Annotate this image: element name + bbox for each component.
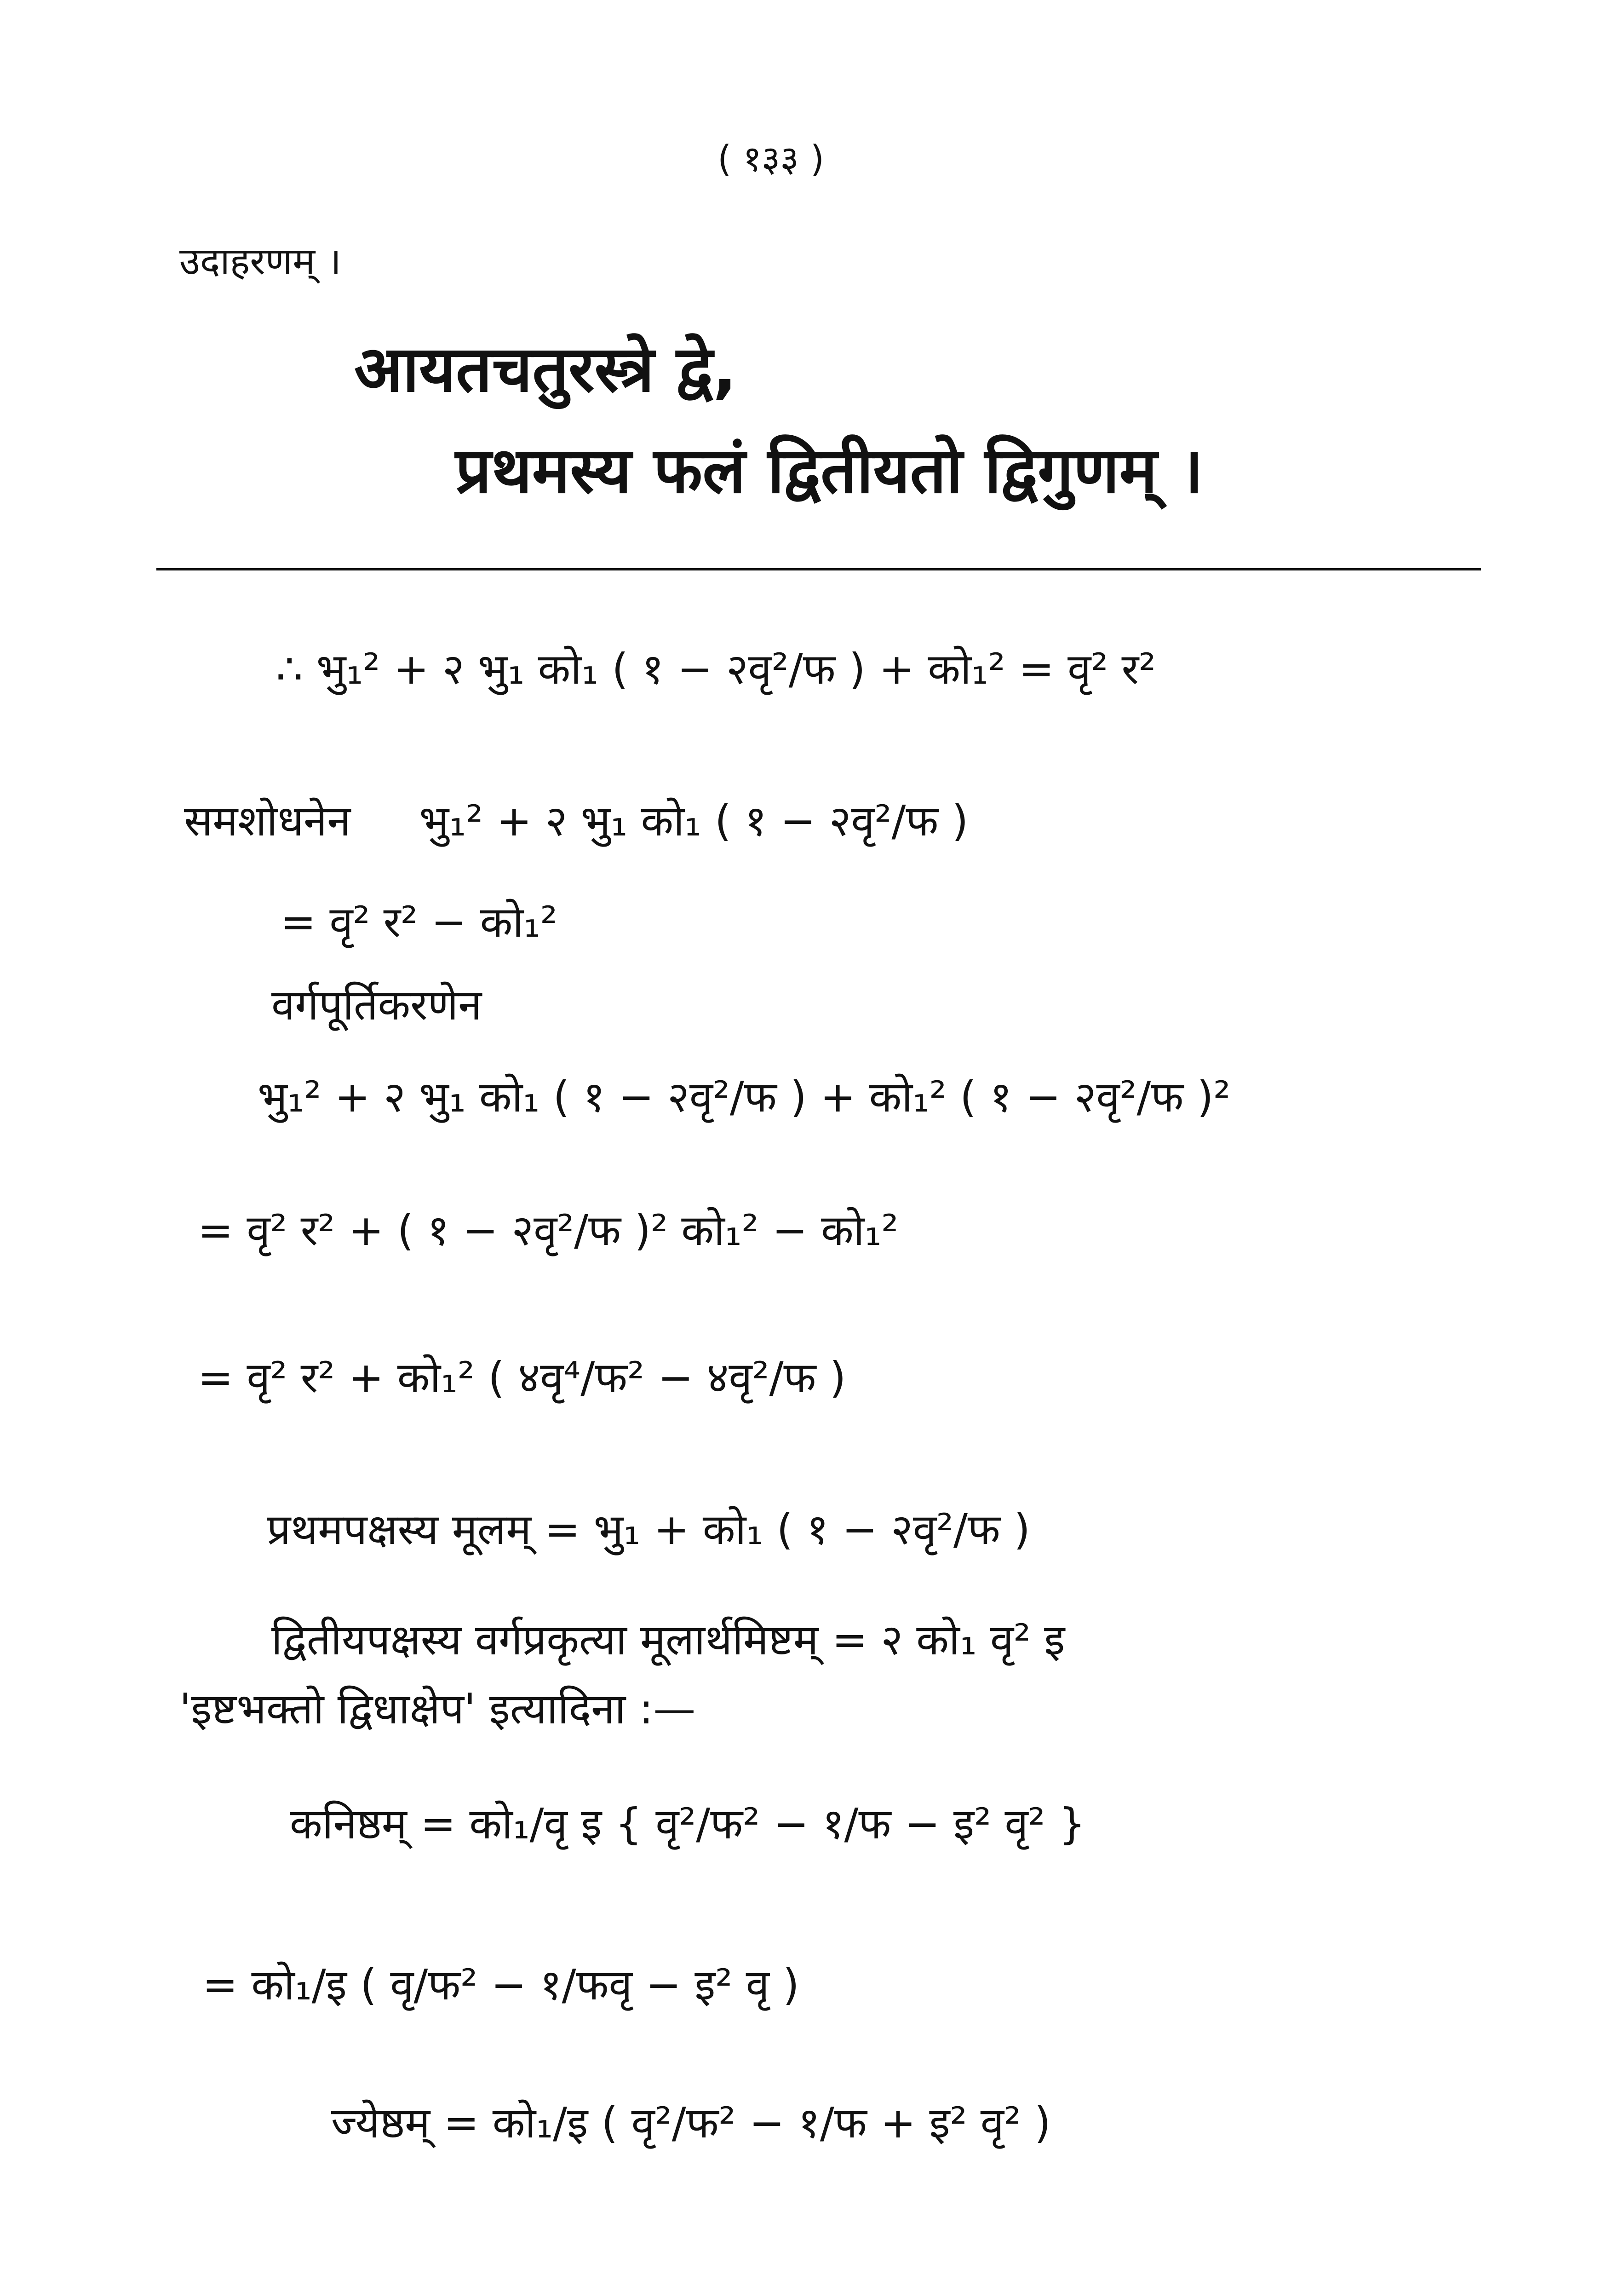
equation-line-5: भु₁² + २ भु₁ को₁ ( १ − २वृ²/फ ) + को₁² ( १ − २वृ²/फ )² (258, 1072, 1231, 1122)
horizontal-rule (156, 568, 1481, 570)
example-heading: उदाहरणम् । (179, 240, 342, 283)
step-label: समशोधनेन (184, 796, 351, 846)
equation-line-7: = वृ² र² + को₁² ( ४वृ⁴/फ² − ४वृ²/फ ) (198, 1353, 846, 1402)
equation-line-6: = वृ² र² + ( १ − २वृ²/फ )² को₁² − को₁² (198, 1206, 899, 1255)
equation-line-2-expression: भु₁² + २ भु₁ को₁ ( १ − २वृ²/फ ) (419, 796, 969, 846)
equation-line-1: ∴ भु₁² + २ भु₁ को₁ ( १ − २वृ²/फ ) + को₁² = वृ² र² (276, 645, 1156, 694)
equation-line-4: वर्गपूर्तिकरणेन (271, 980, 482, 1030)
equation-line-9: द्वितीयपक्षस्य वर्गप्रकृत्या मूलार्थमिष्टम् = २ को₁ वृ² इ (271, 1615, 1065, 1665)
equation-line-10: 'इष्टभक्तो द्विधाक्षेप' इत्यादिना :— (179, 1684, 696, 1734)
equation-line-8: प्रथमपक्षस्य मूलम् = भु₁ + को₁ ( १ − २वृ²/फ ) (267, 1505, 1030, 1554)
verse-line-1: आयतचतुरस्त्रे द्वे, (354, 332, 737, 406)
equation-line-2 (184, 796, 969, 847)
equation-line-12: = को₁/इ ( वृ/फ² − १/फवृ − इ² वृ ) (202, 1960, 799, 2010)
verse-line-2: प्रथमस्य फलं द्वितीयतो द्विगुणम् । (455, 433, 1204, 507)
equation-line-11: कनिष्ठम् = को₁/वृ इ { वृ²/फ² − १/फ − इ² वृ² } (290, 1799, 1086, 1849)
equation-line-13: ज्येष्ठम् = को₁/इ ( वृ²/फ² − १/फ + इ² वृ² ) (331, 2098, 1051, 2148)
equation-line-3: = वृ² र² − को₁² (281, 898, 557, 947)
page-number: ( १३३ ) (717, 138, 825, 180)
